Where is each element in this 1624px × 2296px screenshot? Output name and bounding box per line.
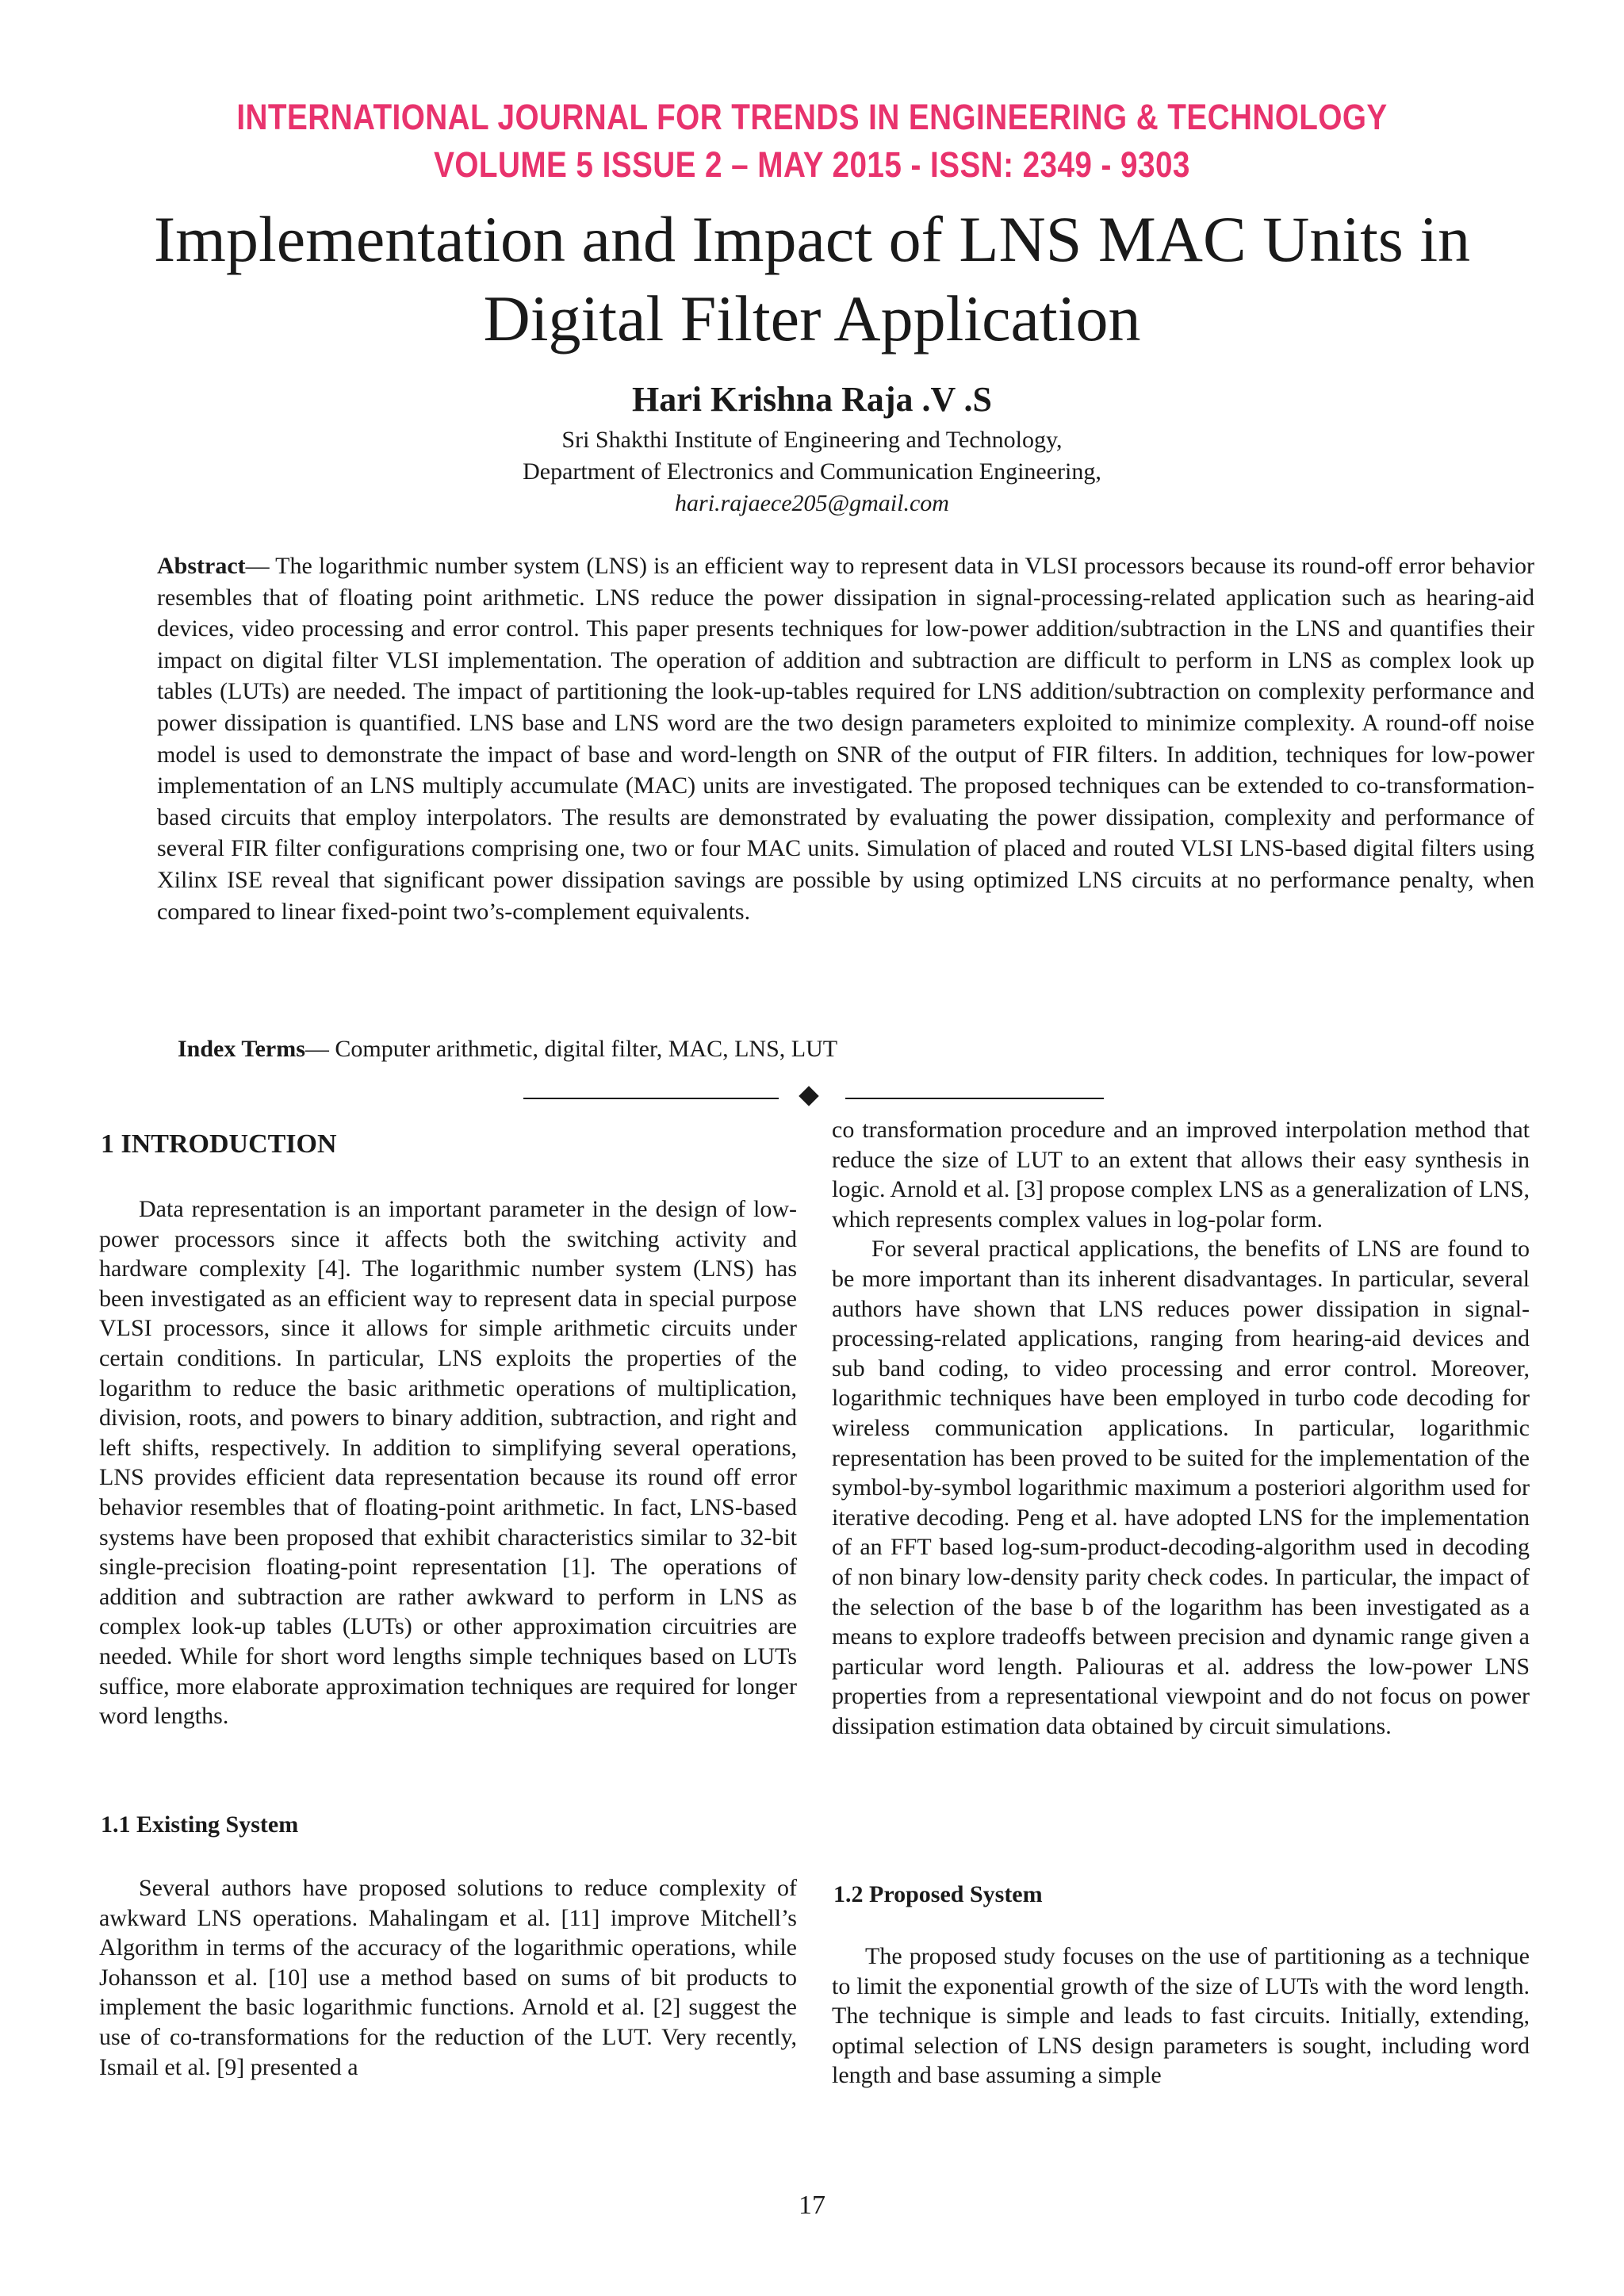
introduction-text: Data representation is an important parameter in the design of low-power processors since it affects both the switching activity and hardware complexity [4]. The logarithmic number system (LNS) has been investigated as an efficient way to represent data in special purpose VLSI processors, since it allows for simple arithmetic circuits under certain conditions. In particular, LNS exploits the properties of the logarithm to reduce the basic arithmetic operations of multiplication, division, roots, and powers to binary addition, subtraction, and right and left shifts, respectively. In addition to simplifying several operations, LNS provides efficient data representation because its round off error behavior resembles that of floating-point arithmetic. In fact, LNS-based systems have been proposed that exhibit characteristics similar to 32-bit single-precision floating-point representation [1]. The operations of addition and subtraction are rather awkward to perform in LNS as complex look-up tables (LUTs) or other approximation circuitries are needed. While for short word lengths simple techniques based on LUTs suffice, more elaborate approximation techniques are required for longer word lengths.: [99, 1196, 797, 1730]
proposed-system-paragraph: [832, 1941, 1530, 2091]
author-email: hari.rajaece205@gmail.com: [675, 490, 949, 516]
index-terms-label: Index Terms: [178, 1036, 305, 1062]
introduction-heading: 1 INTRODUCTION: [101, 1129, 337, 1159]
abstract-dash: —: [245, 553, 276, 579]
separator-diamond-icon: [799, 1086, 818, 1106]
existing-system-paragraph: [99, 1873, 797, 2082]
index-terms-text: Computer arithmetic, digital filter, MAC, LNS, LUT: [335, 1036, 838, 1062]
affiliation-institute: Sri Shakthi Institute of Engineering and Technology,: [561, 427, 1063, 453]
journal-volume: VOLUME 5 ISSUE 2 – MAY 2015 - ISSN: 2349 - 9303: [434, 144, 1190, 185]
existing-system-text: Several authors have proposed solutions to reduce complexity of awkward LNS operations. Mahalingam et al. [11] improve Mitchell’s Algorithm in terms of the accuracy of the logarithmic operations, while Johansson et al. [10] use a method based on sums of bit products to implement the basic logarithmic functions. Arnold et al. [2] suggest the use of co-transformations for the reduction of the LUT. Very recently, Ismail et al. [9] presented a: [99, 1875, 797, 2080]
existing-system-heading: 1.1 Existing System: [101, 1811, 299, 1838]
proposed-system-heading: 1.2 Proposed System: [833, 1881, 1043, 1907]
proposed-system-text: The proposed study focuses on the use of partitioning as a technique to limit the exponential growth of the size of LUTs with the word length. The technique is simple and leads to fast circuits. Initially, extending, optimal selection of LNS design parameters is sought, including word length and base assuming a simple: [832, 1943, 1530, 2089]
page-number: 17: [799, 2191, 825, 2220]
separator-line-left: [523, 1098, 779, 1099]
journal-name: INTERNATIONAL JOURNAL FOR TRENDS IN ENGINEERING & TECHNOLOGY: [236, 97, 1388, 137]
paper-title-line1: Implementation and Impact of LNS MAC Units in: [153, 203, 1471, 275]
abstract-text: The logarithmic number system (LNS) is an efficient way to represent data in VLSI processors because its round-off error behavior resembles that of floating point arithmetic. LNS reduce the power dissipation in signal-processing-related application such as hearing-aid devices, video processing and error control. This paper presents techniques for low-power addition/subtraction in the LNS and quantifies their impact on digital filter VLSI implementation. The operation of addition and subtraction are difficult to perform in LNS as complex look up tables (LUTs) are needed. The impact of partitioning the look-up-tables required for LNS addition/subtraction on complexity performance and power dissipation is quantified. LNS base and LNS word are the two design parameters exploited to minimize complexity. A round-off noise model is used to demonstrate the impact of base and word-length on SNR of the output of FIR filters. In addition, techniques for low-power implementation of an LNS multiply accumulate (MAC) units are investigated. The proposed techniques can be extended to co-transformation-based circuits that employ interpolators. The results are demonstrated by evaluating the power dissipation, complexity and performance of several FIR filter configurations comprising one, two or four MAC units. Simulation of placed and routed VLSI LNS-based digital filters using Xilinx ISE reveal that significant power dissipation savings are possible by using optimized LNS circuits at no performance penalty, when compared to linear fixed-point two’s-complement equivalents.: [157, 553, 1534, 925]
abstract-label: Abstract: [157, 553, 246, 579]
right-column-text: [832, 1115, 1530, 1741]
paper-title: [0, 200, 1624, 358]
paper-title-line2: Digital Filter Application: [483, 282, 1141, 355]
right-paragraph-2: For several practical applications, the benefits of LNS are found to be more important than its inherent disadvantages. In particular, several authors have shown that LNS reduces power dissipation in signal-processing-related applications, ranging from hearing-aid devices and sub band coding, to video processing and error control. Moreover, logarithmic techniques have been employed in turbo code decoding for wireless communication applications. In particular, logarithmic representation has been proved to be suited for the implementation of the symbol-by-symbol logarithmic maximum a posteriori algorithm used for iterative decoding. Peng et al. have adopted LNS for the implementation of an FFT based log-sum-product-decoding-algorithm used in decoding of non binary low-density parity check codes. In particular, the impact of the selection of the base b of the logarithm has been investigated as a means to explore tradeoffs between precision and dynamic range given a particular word length. Paliouras et al. address the low-power LNS properties from a representational viewpoint and do not focus on power dissipation estimation data obtained by circuit simulations.: [832, 1236, 1530, 1739]
index-terms: [178, 1036, 837, 1063]
introduction-paragraph: [99, 1194, 797, 1731]
index-terms-dash: —: [304, 1036, 335, 1062]
author-name: Hari Krishna Raja .V .S: [632, 380, 992, 419]
separator-line-right: [845, 1098, 1104, 1099]
right-paragraph-1: co transformation procedure and an improved interpolation method that reduce the size of LUT to an extent that allows their easy synthesis in logic. Arnold et al. [3] propose complex LNS as a generalization of LNS, which represents complex values in log-polar form.: [832, 1117, 1530, 1232]
abstract: [157, 550, 1534, 927]
affiliation-department: Department of Electronics and Communication Engineering,: [523, 458, 1101, 485]
